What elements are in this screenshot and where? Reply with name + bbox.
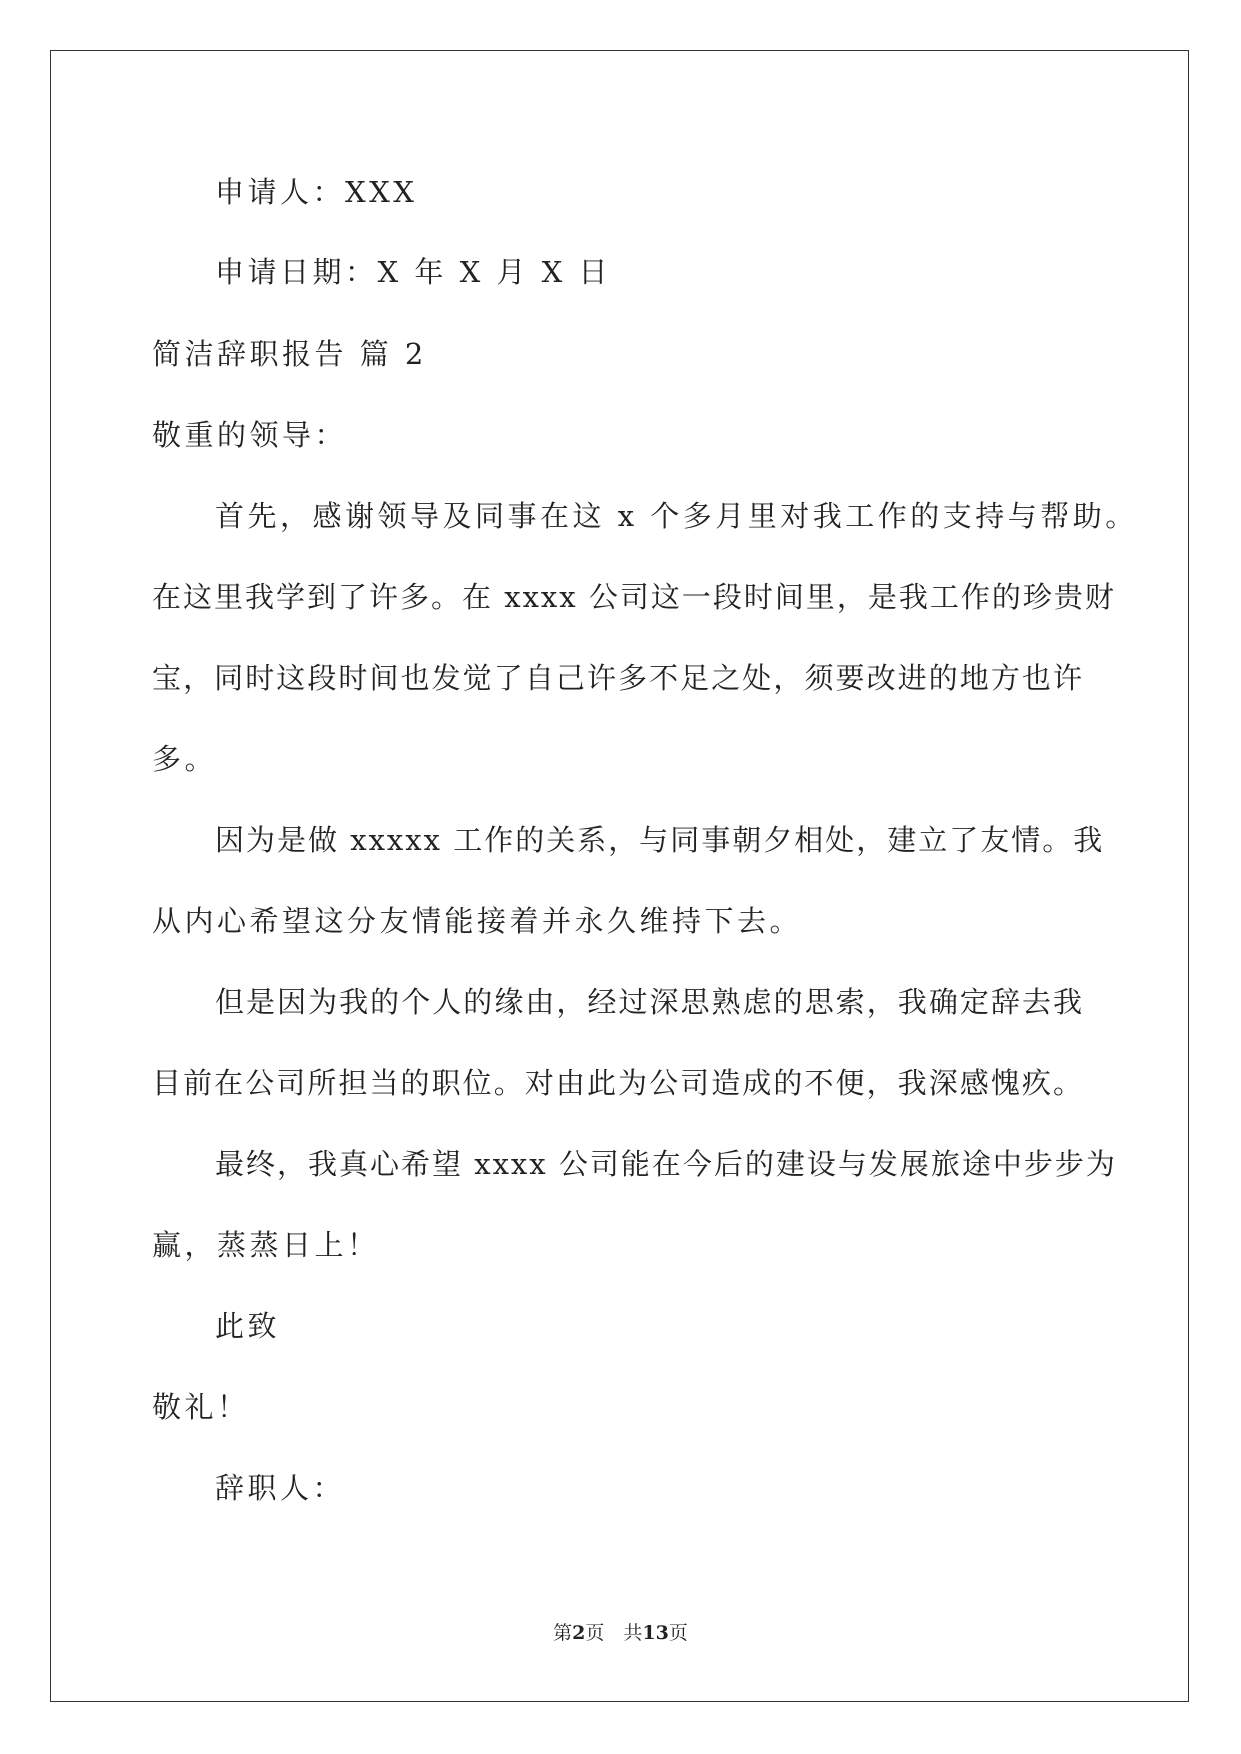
section-heading: 简洁辞职报告 篇 2 (152, 337, 427, 371)
paragraph-4-line-2: 赢，蒸蒸日上！ (152, 1228, 380, 1262)
paragraph-1-line-2: 在这里我学到了许多。在 xxxx 公司这一段时间里，是我工作的珍贵财 (152, 580, 1116, 614)
salutation: 敬重的领导： (152, 418, 348, 452)
page-footer (0, 1618, 1241, 1645)
paragraph-1-line-3: 宝，同时这段时间也发觉了自己许多不足之处，须要改进的地方也许 (152, 661, 1084, 695)
applicant-line: 申请人：XXX (215, 175, 418, 209)
page-current: 2 (572, 1622, 586, 1644)
closing-phrase: 此致 (215, 1309, 281, 1343)
paragraph-4-line-1: 最终，我真心希望 xxxx 公司能在今后的建设与发展旅途中步步为 (215, 1147, 1117, 1181)
paragraph-1-line-1: 首先，感谢领导及同事在这 x 个多月里对我工作的支持与帮助。 (215, 499, 1138, 533)
resigner-label: 辞职人： (215, 1471, 346, 1505)
paragraph-3-line-1: 但是因为我的个人的缘由，经过深思熟虑的思索，我确定辞去我 (215, 985, 1084, 1019)
page-frame (50, 50, 1189, 1702)
paragraph-1-line-4: 多。 (152, 742, 218, 776)
page-mid: 页 共 (585, 1622, 643, 1644)
closing-salute: 敬礼！ (152, 1390, 250, 1424)
paragraph-2-line-2: 从内心希望这分友情能接着并永久维持下去。 (152, 904, 803, 938)
application-date-line: 申请日期：X 年 X 月 X 日 (215, 255, 612, 289)
page-suffix: 页 (668, 1622, 688, 1644)
page-prefix: 第 (553, 1622, 573, 1644)
paragraph-3-line-2: 目前在公司所担当的职位。对由此为公司造成的不便，我深感愧疚。 (152, 1066, 1084, 1100)
page-total: 13 (642, 1622, 669, 1644)
paragraph-2-line-1: 因为是做 xxxxx 工作的关系，与同事朝夕相处，建立了友情。我 (215, 823, 1105, 857)
